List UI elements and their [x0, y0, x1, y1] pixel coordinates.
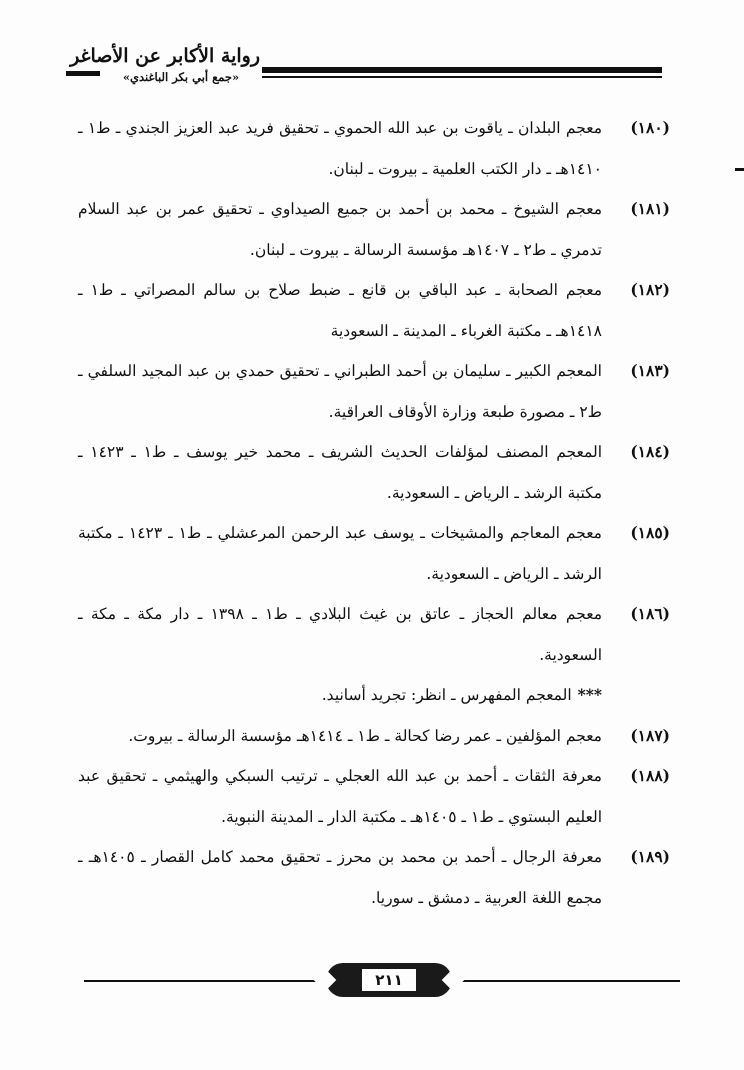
book-subtitle: «جمع أبي بكر الباغندي»: [122, 70, 240, 84]
running-header: [0, 44, 744, 94]
entry-text: معجم المعاجم والمشيخات ـ يوسف عبد الرحمن المرعشلي ـ ط١ ـ ١٤٢٣ ـ مكتبة الرشد ـ الرياض ـ السعودية.: [78, 524, 602, 583]
entry-number: (١٨٩): [630, 847, 670, 866]
bibliography-entry: [78, 189, 670, 270]
entry-number: (١٨٢): [630, 280, 670, 299]
page-number: ٢١١: [360, 967, 418, 993]
entry-text: معجم البلدان ـ ياقوت بن عبد الله الحموي ـ تحقيق فريد عبد العزيز الجندي ـ ط١ ـ ١٤١٠هـ ـ دار الكتب العلمية ـ بيروت ـ لبنان.: [78, 119, 602, 178]
cross-reference-note: [78, 675, 670, 716]
entry-text: معجم المؤلفين ـ عمر رضا كحالة ـ ط١ ـ ١٤١٤هـ مؤسسة الرسالة ـ بيروت.: [128, 726, 602, 745]
margin-mark: [735, 168, 744, 171]
bibliography-entry: [78, 594, 670, 675]
footer-rule-right: [454, 980, 680, 982]
bibliography-entry: [78, 513, 670, 594]
entry-number: (١٨٠): [630, 118, 670, 137]
entry-number: (١٨٥): [630, 523, 670, 542]
bibliography-list: [78, 108, 670, 918]
entry-number: (١٨١): [630, 199, 670, 218]
bibliography-entry: [78, 351, 670, 432]
note-stars: ***: [577, 685, 602, 704]
entry-text: معرفة الثقات ـ أحمد بن عبد الله العجلي ـ ترتيب السبكي والهيثمي ـ تحقيق عبد العليم البستوي ـ ط١ ـ ١٤٠٥هـ ـ مكتبة الدار ـ المدينة النبوية.: [78, 767, 602, 826]
note-text: المعجم المفهرس ـ انظر: تجريد أسانيد.: [321, 686, 572, 704]
bibliography-entry: [78, 756, 670, 837]
header-rule-short: [66, 71, 100, 76]
entry-text: معجم الشيوخ ـ محمد بن أحمد بن جميع الصيداوي ـ تحقيق عمر بن عبد السلام تدمري ـ ط٢ ـ ١٤٠٧هـ مؤسسة الرسالة ـ بيروت ـ لبنان.: [78, 200, 602, 259]
entry-number: (١٨٣): [630, 361, 670, 380]
bibliography-entry: [78, 432, 670, 513]
bibliography-entry: [78, 716, 670, 757]
entry-number: (١٨٦): [630, 604, 670, 623]
entry-text: معجم الصحابة ـ عبد الباقي بن قانع ـ ضبط صلاح بن سالم المصراتي ـ ط١ ـ ١٤١٨هـ ـ مكتبة الغرباء ـ المدينة ـ السعودية: [78, 281, 602, 340]
entry-text: المعجم المصنف لمؤلفات الحديث الشريف ـ محمد خير يوسف ـ ط١ ـ ١٤٢٣ ـ مكتبة الرشد ـ الرياض ـ السعودية.: [78, 443, 603, 502]
entry-number: (١٨٤): [630, 442, 670, 461]
page-footer: [0, 960, 744, 1010]
footer-rule-left: [84, 980, 324, 982]
header-rule-thin: [262, 76, 662, 78]
header-rule-thick: [262, 67, 662, 73]
entry-number: (١٨٧): [630, 725, 670, 745]
page-number-ornament: [326, 963, 452, 997]
entry-text: المعجم الكبير ـ سليمان بن أحمد الطبراني ـ تحقيق حمدي بن عبد المجيد السلفي ـ ط٢ ـ مصورة طبعة وزارة الأوقاف العراقية.: [78, 362, 602, 421]
bibliography-entry: [78, 270, 670, 351]
entry-number: (١٨٨): [630, 766, 670, 785]
bibliography-entry: [78, 837, 670, 918]
entry-text: معرفة الرجال ـ أحمد بن محمد بن محرز ـ تحقيق محمد كامل القصار ـ ١٤٠٥هـ ـ مجمع اللغة العربية ـ دمشق ـ سوريا.: [78, 848, 602, 907]
entry-text: معجم معالم الحجاز ـ عاتق بن غيث البلادي ـ ط١ ـ ١٣٩٨ ـ دار مكة ـ مكة ـ السعودية.: [78, 605, 602, 664]
bibliography-entry: [78, 108, 670, 189]
book-title: رواية الأكابر عن الأصاغر: [70, 45, 260, 67]
